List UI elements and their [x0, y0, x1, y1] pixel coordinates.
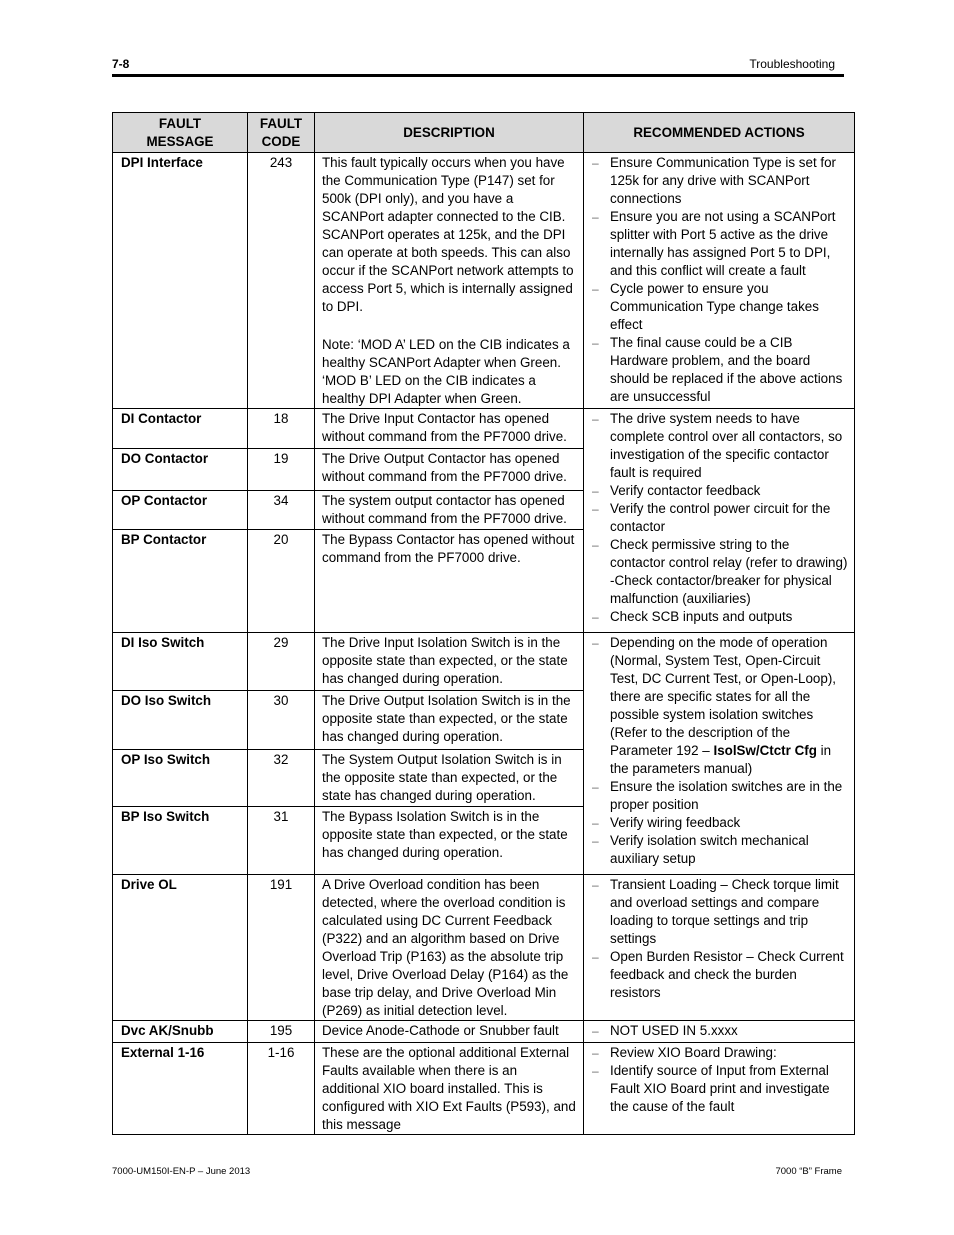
table-header-row — [113, 113, 855, 153]
page-number: 7-8 — [112, 57, 130, 71]
recommended-actions — [584, 153, 855, 409]
col-fault-code: FAULT CODE — [248, 113, 315, 153]
recommended-actions — [584, 1021, 855, 1043]
fault-code: 18 — [248, 409, 315, 449]
action-item: – Review XIO Board Drawing: — [591, 1044, 848, 1062]
fault-description: The Drive Output Isolation Switch is in the opposite state than expected, or the state has changed during operation. — [315, 691, 584, 750]
action-item: – The final cause could be a CIB Hardware problem, and the board should be replaced if the above actions are unsuccessful — [591, 334, 848, 406]
table-row — [113, 1043, 855, 1135]
fault-code: 31 — [248, 807, 315, 875]
fault-description: The Bypass Isolation Switch is in the opposite state than expected, or the state has changed during operation. — [315, 807, 584, 875]
fault-code: 19 — [248, 449, 315, 491]
action-item: – Ensure you are not using a SCANPort splitter with Port 5 active as the drive internally has assigned Port 5 to DPI, and this conflict will create a fault — [591, 208, 848, 280]
fault-message: External 1-16 — [113, 1043, 248, 1135]
action-item: – Verify contactor feedback — [591, 482, 848, 500]
table-row — [113, 1021, 855, 1043]
header-rule — [112, 74, 844, 77]
table-row — [113, 153, 855, 409]
footer-doc-id: 7000-UM150I-EN-P – June 2013 — [112, 1166, 251, 1177]
action-item: – Identify source of Input from External Fault XIO Board print and investigate the cause of the fault — [591, 1062, 848, 1116]
fault-description: The Drive Output Contactor has opened without command from the PF7000 drive. — [315, 449, 584, 491]
table-row — [113, 633, 855, 691]
fault-description: The Bypass Contactor has opened without command from the PF7000 drive. — [315, 530, 584, 633]
fault-message: BP Contactor — [113, 530, 248, 633]
fault-code: 29 — [248, 633, 315, 691]
action-item: – Check permissive string to the contactor control relay (refer to drawing) -Check contactor/breaker for physical malfunction (auxiliaries) — [591, 536, 848, 608]
action-item: – Ensure the isolation switches are in the proper position — [591, 778, 848, 814]
fault-message: OP Iso Switch — [113, 750, 248, 807]
recommended-actions — [584, 1043, 855, 1135]
col-recommended-actions: RECOMMENDED ACTIONS — [584, 113, 855, 153]
action-item: – Check SCB inputs and outputs — [591, 608, 848, 626]
fault-code: 30 — [248, 691, 315, 750]
fault-message: OP Contactor — [113, 491, 248, 530]
action-item: – Cycle power to ensure you Communication Type change takes effect — [591, 280, 848, 334]
fault-code: 243 — [248, 153, 315, 409]
recommended-actions — [584, 409, 855, 633]
footer-product: 7000 “B” Frame — [775, 1166, 842, 1177]
fault-description: The System Output Isolation Switch is in the opposite state than expected, or the state has changed during operation. — [315, 750, 584, 807]
action-item: – Depending on the mode of operation (Normal, System Test, Open-Circuit Test, DC Current Test, or Open-Loop), there are specific states for all the possible system isolation switches (Refer to the description of the Parameter 192 – IsolSw/Ctctr Cfg in the parameters manual) — [591, 634, 848, 778]
fault-message: DI Iso Switch — [113, 633, 248, 691]
recommended-actions — [584, 875, 855, 1021]
col-fault-message: FAULT MESSAGE — [113, 113, 248, 153]
action-item: – Ensure Communication Type is set for 125k for any drive with SCANPort connections — [591, 154, 848, 208]
col-description: DESCRIPTION — [315, 113, 584, 153]
action-item: – NOT USED IN 5.xxxx — [591, 1022, 848, 1040]
action-item: – Open Burden Resistor – Check Current feedback and check the burden resistors — [591, 948, 848, 1002]
fault-code: 191 — [248, 875, 315, 1021]
fault-note: Note: ‘MOD A’ LED on the CIB indicates a healthy SCANPort Adapter when Green. ‘MOD B’ LED on the CIB indicates a healthy DPI Adapter when Green. — [322, 337, 570, 406]
fault-description: The Drive Input Isolation Switch is in the opposite state than expected, or the state has changed during operation. — [315, 633, 584, 691]
action-item: – Verify wiring feedback — [591, 814, 848, 832]
fault-description: The system output contactor has opened without command from the PF7000 drive. — [315, 491, 584, 530]
recommended-actions — [584, 633, 855, 875]
fault-message: DO Contactor — [113, 449, 248, 491]
fault-message: Dvc AK/Snubb — [113, 1021, 248, 1043]
fault-message: BP Iso Switch — [113, 807, 248, 875]
fault-table — [112, 112, 855, 1135]
fault-message: Drive OL — [113, 875, 248, 1021]
fault-message: DO Iso Switch — [113, 691, 248, 750]
action-item: – Transient Loading – Check torque limit and overload settings and compare loading to torque settings and trip settings — [591, 876, 848, 948]
section-title: Troubleshooting — [749, 57, 835, 71]
action-item: – The drive system needs to have complete control over all contactors, so investigation of the specific contactor fault is required — [591, 410, 848, 482]
fault-code: 195 — [248, 1021, 315, 1043]
table-row — [113, 875, 855, 1021]
fault-message: DI Contactor — [113, 409, 248, 449]
fault-description: This fault typically occurs when you have the Communication Type (P147) set for 500k (DPI only), and you have a SCANPort adapter connected to the CIB. SCANPort operates at 125k, and the DPI can operate at both speeds. This can also occur if the SCANPort network attempts to access Port 5, which is internally assigned to DPI. Note: ‘MOD A’ LED on the CIB indicates a healthy SCANPort Adapter when Green. ‘MOD B’ LED on the CIB indicates a healthy DPI Adapter when Green. — [315, 153, 584, 409]
fault-description: Device Anode-Cathode or Snubber fault — [315, 1021, 584, 1043]
fault-code: 34 — [248, 491, 315, 530]
fault-code: 20 — [248, 530, 315, 633]
fault-code: 32 — [248, 750, 315, 807]
fault-message: DPI Interface — [113, 153, 248, 409]
action-item: – Verify isolation switch mechanical auxiliary setup — [591, 832, 848, 868]
fault-description: A Drive Overload condition has been detected, where the overload condition is calculated using DC Current Feedback (P322) and an algorithm based on Drive Overload Trip (P163) as the absolute trip level, Drive Overload Delay (P164) as the base trip delay, and Drive Overload Min (P269) as initial detection level. — [315, 875, 584, 1021]
table-row — [113, 409, 855, 449]
fault-description: These are the optional additional External Faults available when there is an additional XIO board installed. This is configured with XIO Ext Faults (P593), and this message — [315, 1043, 584, 1135]
fault-description: The Drive Input Contactor has opened without command from the PF7000 drive. — [315, 409, 584, 449]
fault-code: 1-16 — [248, 1043, 315, 1135]
action-item: – Verify the control power circuit for the contactor — [591, 500, 848, 536]
